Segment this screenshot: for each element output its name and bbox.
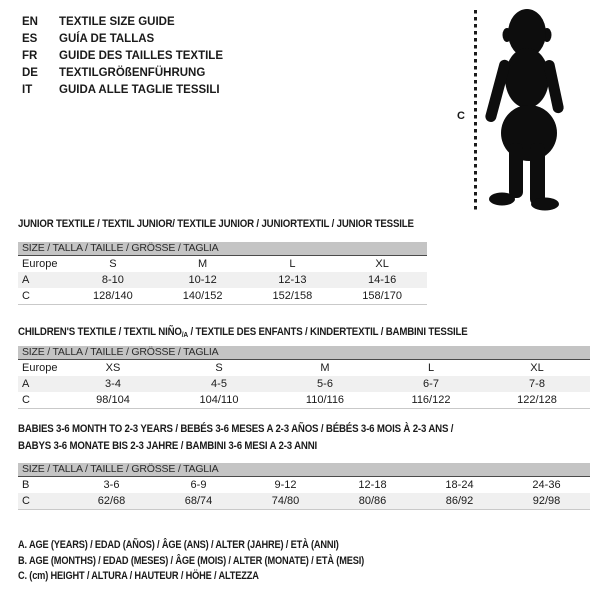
- cell: 6-9: [190, 479, 207, 491]
- size-table-children: [18, 346, 590, 409]
- cell: 122/128: [517, 394, 557, 406]
- cell: 8-10: [101, 274, 124, 286]
- cell: 140/152: [182, 290, 223, 302]
- language-code: ES: [22, 33, 38, 45]
- language-text: TEXTILE SIZE GUIDE: [59, 16, 175, 28]
- language-code: DE: [22, 67, 38, 79]
- cell: 116/122: [411, 394, 451, 406]
- cell: 104/110: [199, 394, 239, 406]
- language-text: GUÍA DE TALLAS: [59, 33, 155, 45]
- size-table-header: SIZE / TALLA / TAILLE / GRÖSSE / TAGLIA: [18, 463, 590, 477]
- cell: S: [215, 362, 223, 374]
- cell: M: [198, 258, 208, 270]
- cell: 4-5: [211, 378, 227, 390]
- cell: 68/74: [184, 495, 213, 507]
- language-text: GUIDA ALLE TAGLIE TESSILI: [59, 84, 220, 96]
- size-table-babies: [18, 463, 590, 510]
- row-label: Europe: [22, 362, 58, 374]
- cell: 80/86: [358, 495, 387, 507]
- footnotes: [18, 538, 364, 585]
- cell: 7-8: [529, 378, 545, 390]
- footnote-line-a: A. AGE (YEARS) / EDAD (AÑOS) / ÂGE (ANS) / ALTER (JAHRE) / ETÀ (ANNI): [18, 539, 339, 551]
- table-row-europe: [18, 256, 427, 272]
- footnote-line-c: C. (cm) HEIGHT / ALTURA / HAUTEUR / HÖHE / ALTEZZA: [18, 570, 259, 582]
- cell: L: [427, 362, 435, 374]
- language-block: [22, 14, 223, 99]
- cell: S: [109, 258, 117, 270]
- language-row-es: [22, 31, 223, 48]
- heading-text: CHILDREN'S TEXTILE / TEXTIL NIÑO: [18, 326, 182, 338]
- table-row-age: [18, 272, 427, 288]
- cell: 12-18: [358, 479, 387, 491]
- toddler-silhouette-icon: [470, 6, 582, 214]
- cell: 152/158: [272, 290, 313, 302]
- row-label: C: [22, 290, 30, 302]
- cell: 98/104: [96, 394, 130, 406]
- row-label: Europe: [22, 258, 58, 270]
- language-text: TEXTILGRÖßENFÜHRUNG: [59, 67, 206, 79]
- cell: 3-6: [103, 479, 120, 491]
- heading-subscript: /A: [181, 330, 189, 339]
- size-table-header: SIZE / TALLA / TAILLE / GRÖSSE / TAGLIA: [18, 242, 427, 256]
- cell: 158/170: [362, 290, 402, 302]
- size-table-junior: [18, 242, 427, 305]
- cell: 3-4: [105, 378, 121, 390]
- row-label: B: [22, 479, 30, 491]
- measure-c-label: C: [457, 110, 465, 122]
- cell: 110/116: [305, 394, 345, 406]
- heading-line-1: BABIES 3-6 MONTH TO 2-3 YEARS / BEBÉS 3-6 MESES A 2-3 AÑOS / BÉBÉS 3-6 MOIS À 2-3 ANS /: [18, 423, 454, 435]
- language-row-en: [22, 14, 223, 31]
- table-row-europe: [18, 360, 590, 376]
- section-heading-junior: JUNIOR TEXTILE / TEXTIL JUNIOR/ TEXTILE JUNIOR / JUNIORTEXTIL / JUNIOR TESSILE: [18, 218, 414, 230]
- footnote-line-b: B. AGE (MONTHS) / EDAD (MESES) / ÂGE (MOIS) / ALTER (MONATE) / ETÀ (MESI): [18, 554, 365, 567]
- table-row-age: [18, 376, 590, 392]
- heading-line-2: BABYS 3-6 MONATE BIS 2-3 JAHRE / BAMBINI 3-6 MESI A 2-3 ANNI: [18, 440, 318, 452]
- language-row-de: [22, 65, 223, 82]
- table-row-height: [18, 392, 590, 408]
- cell: 10-12: [188, 274, 217, 286]
- row-label: A: [22, 274, 30, 286]
- section-heading-babies: [18, 421, 453, 455]
- table-row-height: [18, 288, 427, 304]
- cell: 5-6: [317, 378, 333, 390]
- cell: XL: [375, 258, 389, 270]
- size-table-header: SIZE / TALLA / TAILLE / GRÖSSE / TAGLIA: [18, 346, 590, 360]
- language-code: EN: [22, 16, 38, 28]
- heading-text: / TEXTILE DES ENFANTS / KINDERTEXTIL / BAMBINI TESSILE: [188, 326, 468, 338]
- cell: 62/68: [97, 495, 126, 507]
- cell: XS: [105, 362, 121, 374]
- row-label: C: [22, 394, 30, 406]
- table-row-age-months: [18, 477, 590, 493]
- cell: 6-7: [423, 378, 439, 390]
- language-row-fr: [22, 48, 223, 65]
- section-heading-children: [18, 324, 468, 343]
- table-row-height: [18, 493, 590, 509]
- cell: 18-24: [445, 479, 474, 491]
- row-label: A: [22, 378, 30, 390]
- cell: 92/98: [532, 495, 561, 507]
- cell: M: [320, 362, 330, 374]
- language-row-it: [22, 82, 223, 99]
- language-text: GUIDE DES TAILLES TEXTILE: [59, 50, 223, 62]
- language-code: IT: [22, 84, 33, 96]
- row-label: C: [22, 495, 30, 507]
- cell: XL: [530, 362, 544, 374]
- cell: 14-16: [368, 274, 397, 286]
- cell: 12-13: [278, 274, 307, 286]
- cell: 9-12: [274, 479, 297, 491]
- cell: 74/80: [271, 495, 300, 507]
- cell: 86/92: [445, 495, 474, 507]
- cell: L: [289, 258, 296, 270]
- language-code: FR: [22, 50, 38, 62]
- cell: 128/140: [92, 290, 133, 302]
- cell: 24-36: [532, 479, 561, 491]
